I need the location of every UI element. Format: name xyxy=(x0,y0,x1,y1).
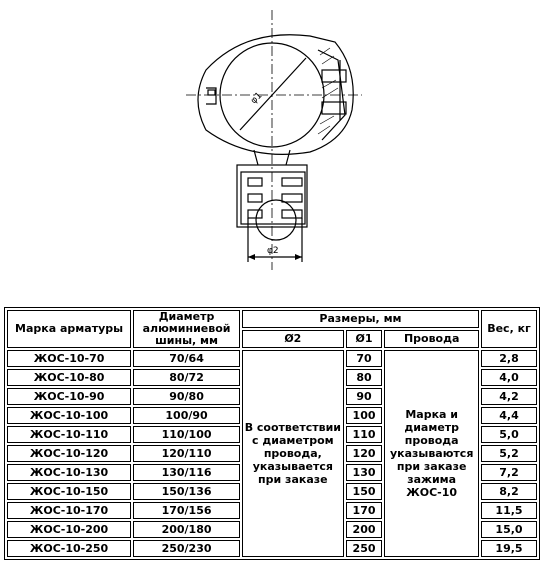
cell-weight: 4,0 xyxy=(481,369,537,386)
spec-table xyxy=(4,307,540,560)
cell-d1: 80 xyxy=(346,369,383,386)
cell-mark: ЖОС-10-250 xyxy=(7,540,131,557)
cell-diameter: 200/180 xyxy=(133,521,240,538)
cell-diameter: 130/116 xyxy=(133,464,240,481)
cell-d1: 110 xyxy=(346,426,383,443)
cell-diameter: 250/230 xyxy=(133,540,240,557)
cell-d1: 70 xyxy=(346,350,383,367)
terminal-slot-1 xyxy=(248,178,262,186)
header-diameter: Диаметр алюминиевой шины, мм xyxy=(133,310,240,348)
cell-d1: 90 xyxy=(346,388,383,405)
cell-mark: ЖОС-10-170 xyxy=(7,502,131,519)
cell-diameter: 170/156 xyxy=(133,502,240,519)
wire-circle xyxy=(256,200,296,240)
cell-weight: 2,8 xyxy=(481,350,537,367)
label-d1: φ1 xyxy=(249,90,265,107)
label-d2: φ2 xyxy=(267,246,279,256)
header-sizes: Размеры, мм xyxy=(242,310,479,328)
cell-diameter: 100/90 xyxy=(133,407,240,424)
cell-mark: ЖОС-10-100 xyxy=(7,407,131,424)
bolt-head xyxy=(322,70,346,82)
cell-diameter: 80/72 xyxy=(133,369,240,386)
cell-mark: ЖОС-10-130 xyxy=(7,464,131,481)
cell-weight: 15,0 xyxy=(481,521,537,538)
cell-diameter: 110/100 xyxy=(133,426,240,443)
cell-weight: 8,2 xyxy=(481,483,537,500)
cell-weight: 19,5 xyxy=(481,540,537,557)
hinge-pin xyxy=(208,90,215,95)
cell-weight: 5,2 xyxy=(481,445,537,462)
dim-arrow-right xyxy=(295,254,302,260)
cell-diameter: 150/136 xyxy=(133,483,240,500)
cell-d1: 120 xyxy=(346,445,383,462)
cell-diameter: 120/110 xyxy=(133,445,240,462)
cell-mark: ЖОС-10-150 xyxy=(7,483,131,500)
terminal-slot-2 xyxy=(282,178,302,186)
dim-line-d1 xyxy=(240,58,306,130)
clamp-body-outline xyxy=(198,35,353,155)
cell-mark: ЖОС-10-120 xyxy=(7,445,131,462)
cell-wire-note: Марка и диаметр провода указываются при заказе зажима ЖОС-10 xyxy=(384,350,479,557)
cell-d1: 200 xyxy=(346,521,383,538)
cell-weight: 5,0 xyxy=(481,426,537,443)
cell-d1: 250 xyxy=(346,540,383,557)
cell-mark: ЖОС-10-110 xyxy=(7,426,131,443)
cell-mark: ЖОС-10-90 xyxy=(7,388,131,405)
header-weight: Вес, кг xyxy=(481,310,537,348)
cell-weight: 11,5 xyxy=(481,502,537,519)
bolt-head-lower xyxy=(322,102,346,114)
table-row xyxy=(7,350,537,367)
terminal-slot-4 xyxy=(282,194,302,202)
cell-d1: 170 xyxy=(346,502,383,519)
cell-d2-note: В соответствии с диаметром провода, указывается при заказе xyxy=(242,350,344,557)
header-d2: Ø2 xyxy=(242,330,344,348)
cell-mark: ЖОС-10-200 xyxy=(7,521,131,538)
terminal-slot-3 xyxy=(248,194,262,202)
cell-diameter: 70/64 xyxy=(133,350,240,367)
cell-mark: ЖОС-10-80 xyxy=(7,369,131,386)
cell-mark: ЖОС-10-70 xyxy=(7,350,131,367)
header-wire: Провода xyxy=(384,330,479,348)
terminal-slot-6 xyxy=(282,210,302,218)
cell-d1: 130 xyxy=(346,464,383,481)
header-mark: Марка арматуры xyxy=(7,310,131,348)
terminal-slot-5 xyxy=(248,210,262,218)
cell-d1: 100 xyxy=(346,407,383,424)
header-d1: Ø1 xyxy=(346,330,383,348)
dim-arrow-left xyxy=(248,254,255,260)
cell-weight: 7,2 xyxy=(481,464,537,481)
cell-weight: 4,4 xyxy=(481,407,537,424)
cell-diameter: 90/80 xyxy=(133,388,240,405)
cell-weight: 4,2 xyxy=(481,388,537,405)
cell-d1: 150 xyxy=(346,483,383,500)
